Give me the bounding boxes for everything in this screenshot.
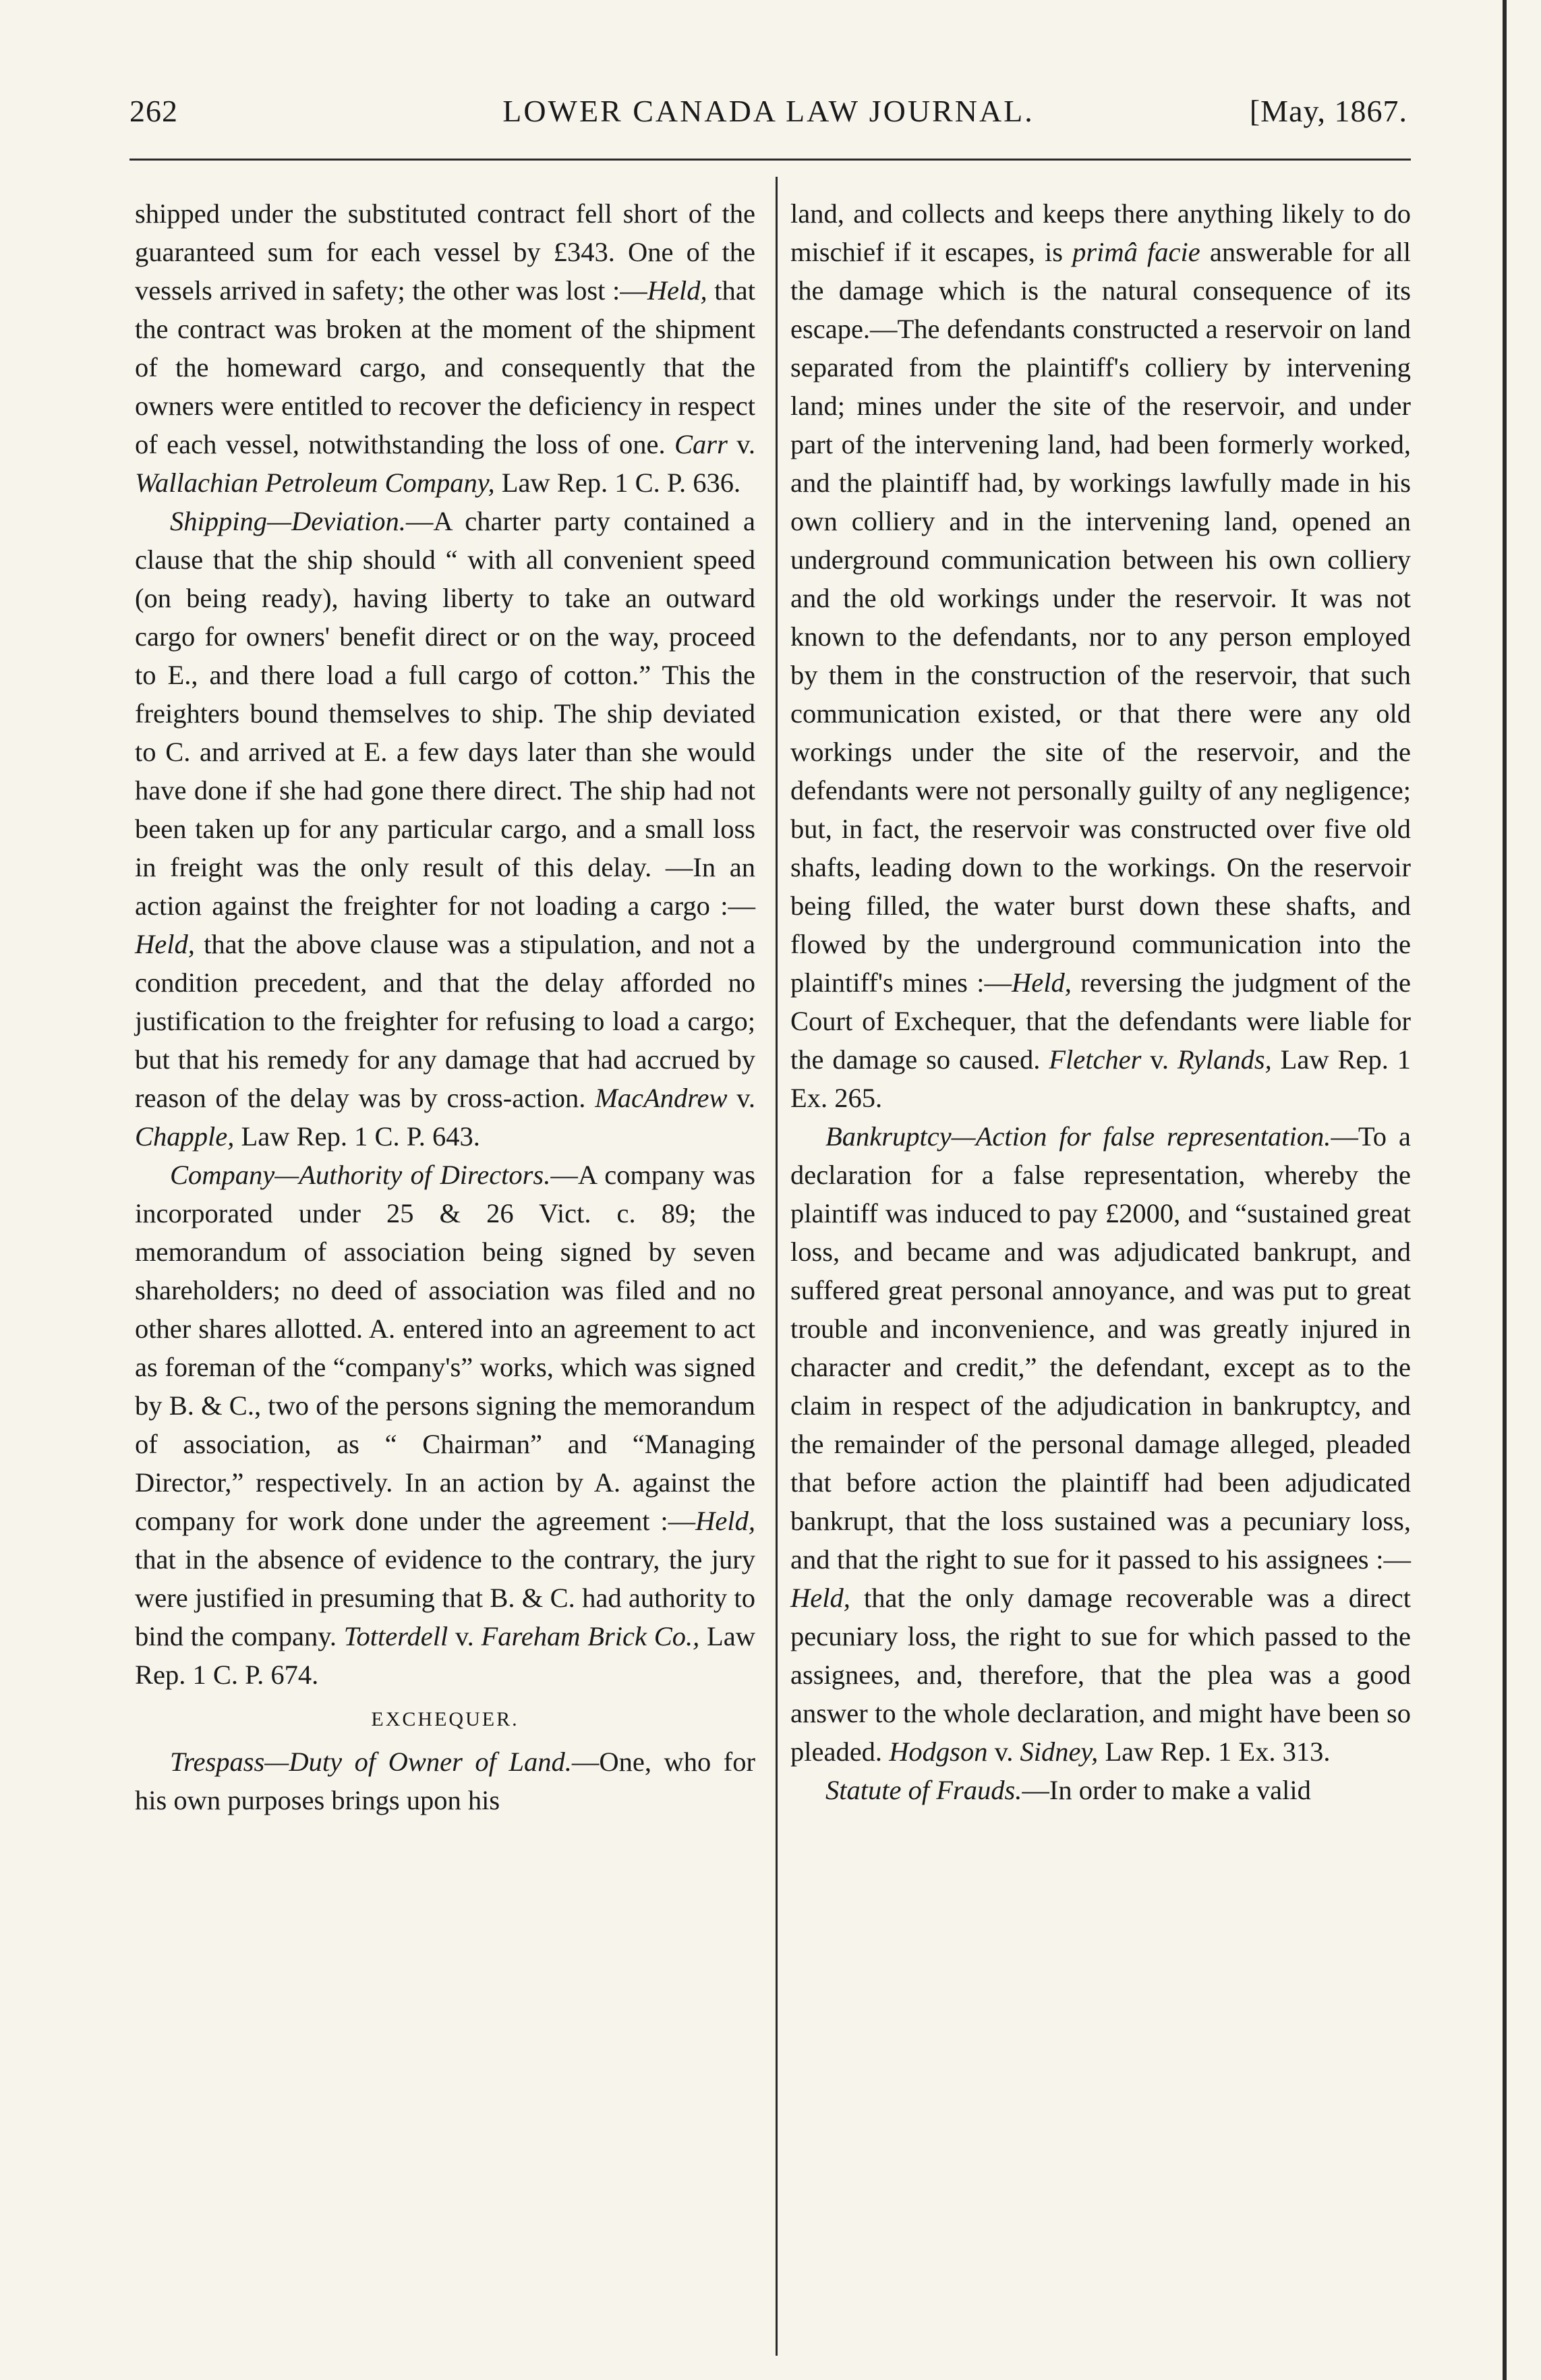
page-edge-rule <box>1503 0 1507 2380</box>
paragraph-carr: shipped under the substituted contract fell short of the guaranteed sum for each vessel by £343. One of the vessels arrived in safety; the other was lost :—Held, that the contract was broken at the moment of the shipment of the homeward cargo, and consequently that the owners were entitled to recover the deficiency in respect of each vessel, notwithstanding the loss of one. Carr v. Wallachian Petroleum Company, Law Rep. 1 C. P. 636. <box>135 198 755 498</box>
heading-statute-of-frauds: Statute of Frauds. <box>825 1775 1022 1805</box>
column-divider <box>776 177 778 2356</box>
heading-bankruptcy: Bankruptcy—Action for false representation. <box>825 1121 1331 1152</box>
paragraph-company-authority: Company—Authority of Directors.—A company was incorporated under 25 & 26 Vict. c. 89; the memorandum of association being signed by seven shareholders; no deed of association was filed and no other shares allotted. A. entered into an agreement to act as foreman of the “company's” works, which was signed by B. & C., two of the persons signing the memorandum of association, as “ Chairman” and “Managing Director,” respectively. In an action by A. against the company for work done under the agreement :—Held, that in the absence of evidence to the contrary, the jury were justified in presuming that B. & C. had authority to bind the company. Totterdell v. Fareham Brick Co., Law Rep. 1 C. P. 674. <box>135 1160 756 1690</box>
page-number: 262 <box>129 94 178 128</box>
heading-trespass: Trespass—Duty of Owner of Land. <box>170 1747 572 1777</box>
paragraph-bankruptcy: Bankruptcy—Action for false representation.—To a declaration for a false representation, whereby the plaintiff was induced to pay £2000, and “sustained great loss, and became and was adjudicated bankrupt, and suffered great personal annoyance, and was put to great trouble and inconvenience, and was greatly injured in character and credit,” the defendant, except as to the claim in respect of the adjudication in bankruptcy, and the remainder of the personal damage alleged, pleaded that before action the plaintiff had been adjudicated bankrupt, that the loss sustained was a pecuniary loss, and that the right to sue for it passed to his assignees :—Held, that the only damage recoverable was a direct pecuniary loss, the right to sue for which passed to the assignees, and, therefore, that the plea was a good answer to the whole declaration, and might have been so pleaded. Hodgson v. Sidney, Law Rep. 1 Ex. 313. <box>790 1121 1411 1767</box>
paragraph-fletcher: land, and collects and keeps there anything likely to do mischief if it escapes, is primâ facie answerable for all the damage which is the natural consequence of its escape.—The defendants constructed a reservoir on land separated from the plaintiff's colliery by intervening land; mines under the site of the reservoir, and under part of the intervening land, had been formerly worked, and the plaintiff had, by workings lawfully made in his own colliery and in the intervening land, opened an underground communication between his own colliery and the old workings under the reservoir. It was not known to the defendants, nor to any person employed by them in the construction of the reservoir, that such communication existed, or that there were any old workings under the site of the reservoir, and the defendants were not personally guilty of any negligence; but, in fact, the reservoir was constructed over five old shafts, leading down to the workings. On the reservoir being filled, the water burst down these shafts, and flowed by the underground communication into the plaintiff's mines :—Held, reversing the judgment of the Court of Exchequer, that the defendants were liable for the damage so caused. Fletcher v. Rylands, Law Rep. 1 Ex. 265. <box>790 198 1412 1113</box>
right-column <box>790 194 1411 1809</box>
section-heading-exchequer: EXCHEQUER. <box>371 1708 519 1730</box>
heading-shipping-deviation: Shipping—Deviation. <box>170 506 406 536</box>
issue-date: [May, 1867. <box>1249 94 1407 128</box>
paragraph-statute-of-frauds: Statute of Frauds.—In order to make a valid <box>825 1775 1311 1805</box>
paragraph-trespass: Trespass—Duty of Owner of Land.—One, who for his own purposes brings upon his <box>135 1747 755 1815</box>
paragraph-shipping-deviation: Shipping—Deviation.—A charter party contained a clause that the ship should “ with all convenient speed (on being ready), having liberty to take an outward cargo for owners' benefit direct or on the way, proceed to E., and there load a full cargo of cotton.” This the freighters bound themselves to ship. The ship deviated to C. and arrived at E. a few days later than she would have done if she had gone there direct. The ship had not been taken up for any particular cargo, and a small loss in freight was the only result of this delay. —In an action against the freighter for not loading a cargo :—Held, that the above clause was a stipulation, and not a condition precedent, and that the delay afforded no justification to the freighter for refusing to load a cargo; but that his remedy for any damage that had accrued by reason of the delay was by cross-action. MacAndrew v. Chapple, Law Rep. 1 C. P. 643. <box>135 506 755 1152</box>
heading-company-authority: Company—Authority of Directors. <box>170 1160 551 1190</box>
journal-title: LOWER CANADA LAW JOURNAL. <box>502 94 1035 128</box>
running-header <box>129 93 1407 140</box>
header-rule <box>129 159 1411 161</box>
left-column <box>135 194 755 1819</box>
